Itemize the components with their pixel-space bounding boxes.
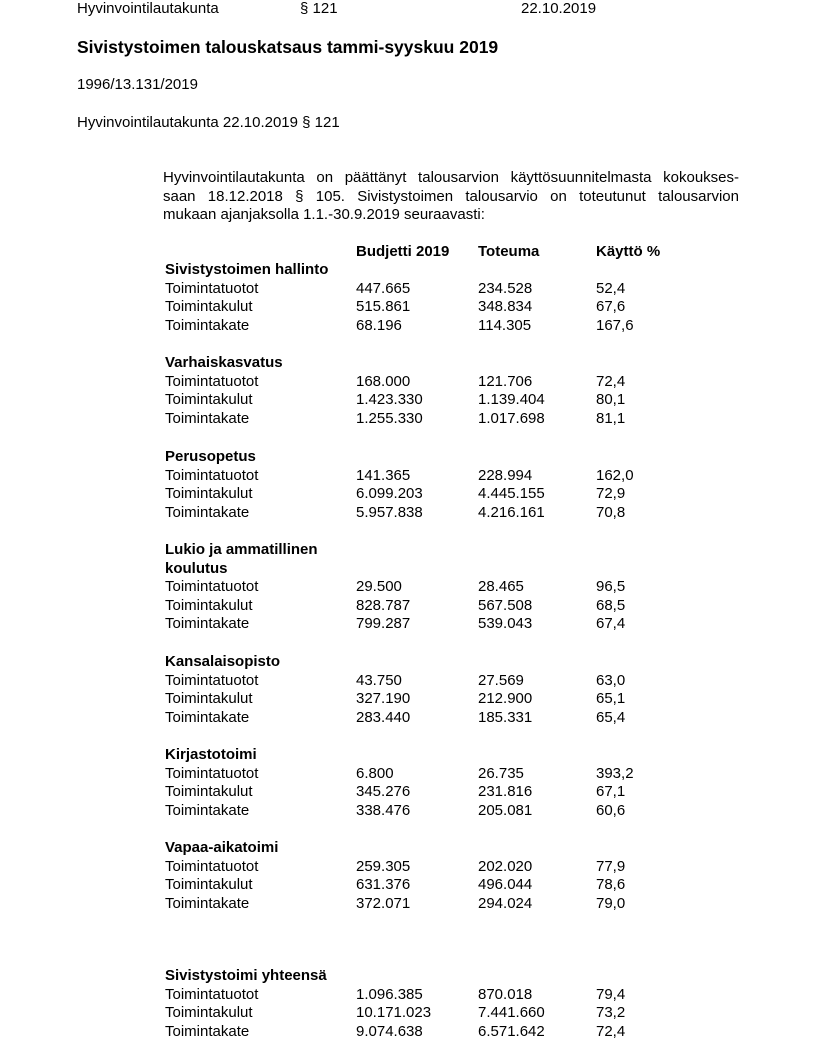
record-id: 1996/13.131/2019 [77,76,198,93]
budget-value: 168.000 [356,372,411,390]
budget-value: 43.750 [356,671,402,689]
budget-value: 283.440 [356,708,411,726]
usage-percent-value: 70,8 [596,503,626,521]
table-row [0,765,816,784]
usage-percent-value: 52,4 [596,279,626,297]
actual-value: 27.569 [478,671,524,689]
budget-value: 29.500 [356,578,402,595]
row-label: Toimintakulut [165,690,253,707]
budget-value: 828.787 [356,596,411,614]
budget-value: 68.196 [356,316,402,334]
budget-value: 447.665 [356,279,411,297]
section-title-line-2: koulutus [165,559,228,577]
budget-value: 327.190 [356,690,411,707]
row-label: Toimintakulut [165,1004,253,1021]
usage-percent-value: 65,1 [596,690,626,707]
actual-value: 4.216.161 [478,503,545,521]
usage-percent-value: 68,5 [596,596,626,614]
table-row [0,1004,816,1023]
table-row [0,373,816,392]
usage-percent-value: 67,1 [596,783,626,800]
header-section: § 121 [300,0,338,17]
table-row [0,317,816,336]
actual-value: 114.305 [478,316,532,334]
table-row [0,410,816,429]
column-header-usage-percent: Käyttö % [596,243,661,260]
table-row [0,858,816,877]
usage-percent-value: 78,6 [596,876,626,893]
budget-value: 1.255.330 [356,409,423,427]
table-row [0,485,816,504]
row-label: Toimintakate [165,708,250,726]
row-label: Toimintakulut [165,391,253,408]
usage-percent-value: 67,4 [596,615,626,632]
actual-value: 294.024 [478,894,533,912]
actual-value: 185.331 [478,708,533,726]
table-row [0,280,816,299]
usage-percent-value: 96,5 [596,578,626,595]
budget-value: 9.074.638 [356,1022,423,1040]
row-label: Toimintatuotot [165,279,259,297]
table-row [0,690,816,709]
row-label: Toimintatuotot [165,985,259,1003]
row-label: Toimintakate [165,409,250,427]
section-title: Varhaiskasvatus [165,354,283,371]
budget-value: 372.071 [356,894,411,912]
usage-percent-value: 72,4 [596,372,626,390]
table-row [0,578,816,597]
table-row [0,783,816,802]
usage-percent-value: 65,4 [596,708,626,726]
row-label: Toimintakulut [165,783,253,800]
actual-value: 121.706 [478,372,533,390]
row-label: Toimintakulut [165,298,253,315]
table-row [0,597,816,616]
column-header-budget: Budjetti 2019 [356,243,450,260]
budget-value: 141.365 [356,466,411,484]
usage-percent-value: 63,0 [596,671,626,689]
intro-line-1: Hyvinvointilautakunta on päättänyt talousarvion käyttösuunnitelmasta kokoukses- [163,169,739,186]
table-row [0,615,816,634]
actual-value: 7.441.660 [478,1004,545,1021]
section-title: Kansalaisopisto [165,653,281,670]
intro-line-3: mukaan ajanjaksolla 1.1.-30.9.2019 seuraavasti: [163,206,485,223]
usage-percent-value: 67,6 [596,298,626,315]
budget-value: 515.861 [356,298,411,315]
section-title: Lukio ja ammatillinen [165,541,318,558]
row-label: Toimintakate [165,316,250,334]
budget-value: 345.276 [356,783,411,800]
budget-value: 1.096.385 [356,985,423,1003]
section-title: Kirjastotoimi [165,746,257,763]
row-label: Toimintakulut [165,485,253,502]
usage-percent-value: 393,2 [596,764,634,782]
section-title: Perusopetus [165,448,256,465]
table-row [0,298,816,317]
row-label: Toimintatuotot [165,466,259,484]
usage-percent-value: 162,0 [596,466,634,484]
row-label: Toimintakulut [165,876,253,893]
actual-value: 231.816 [478,783,533,800]
actual-value: 1.017.698 [478,409,545,427]
budget-value: 799.287 [356,615,411,632]
actual-value: 567.508 [478,596,533,614]
actual-value: 1.139.404 [478,391,545,408]
row-label: Toimintatuotot [165,372,259,390]
actual-value: 228.994 [478,466,533,484]
table-row [0,1023,816,1042]
actual-value: 28.465 [478,578,524,595]
budget-value: 10.171.023 [356,1004,432,1021]
section-title: Vapaa-aikatoimi [165,839,279,856]
actual-value: 870.018 [478,985,533,1003]
intro-line-2: saan 18.12.2018 § 105. Sivistystoimen talousarvio on toteutunut talousarvion [163,187,739,205]
row-label: Toimintatuotot [165,857,259,875]
table-row [0,391,816,410]
table-row [0,467,816,486]
header-date: 22.10.2019 [521,0,597,17]
usage-percent-value: 79,4 [596,985,626,1003]
table-row [0,802,816,821]
document-title: Sivistystoimen talouskatsaus tammi-syyskuu 2019 [77,37,499,57]
actual-value: 26.735 [478,764,524,782]
table-row [0,986,816,1005]
budget-value: 259.305 [356,857,411,875]
usage-percent-value: 60,6 [596,801,626,819]
actual-value: 205.081 [478,801,533,819]
usage-percent-value: 77,9 [596,857,626,875]
row-label: Toimintakate [165,615,250,632]
budget-value: 1.423.330 [356,391,423,408]
row-label: Toimintakate [165,503,250,521]
usage-percent-value: 72,4 [596,1022,626,1040]
section-title: Sivistystoimi yhteensä [165,967,327,984]
table-row [0,876,816,895]
row-label: Toimintakate [165,1022,250,1040]
actual-value: 348.834 [478,298,533,315]
row-label: Toimintakate [165,801,250,819]
actual-value: 4.445.155 [478,485,545,502]
usage-percent-value: 72,9 [596,485,626,502]
usage-percent-value: 79,0 [596,894,626,912]
header-committee: Hyvinvointilautakunta [77,0,219,17]
row-label: Toimintakate [165,894,250,912]
usage-percent-value: 80,1 [596,391,626,408]
budget-value: 6.099.203 [356,485,423,502]
actual-value: 234.528 [478,279,533,297]
usage-percent-value: 81,1 [596,409,626,427]
usage-percent-value: 73,2 [596,1004,626,1021]
actual-value: 6.571.642 [478,1022,545,1040]
row-label: Toimintakulut [165,596,253,614]
row-label: Toimintatuotot [165,578,259,595]
table-row [0,709,816,728]
column-header-actual: Toteuma [478,243,540,260]
budget-value: 6.800 [356,764,394,782]
budget-value: 5.957.838 [356,503,423,521]
actual-value: 202.020 [478,857,533,875]
usage-percent-value: 167,6 [596,316,634,334]
actual-value: 539.043 [478,615,533,632]
actual-value: 212.900 [478,690,533,707]
budget-value: 631.376 [356,876,411,893]
table-row [0,895,816,914]
table-row [0,504,816,523]
table-row [0,672,816,691]
actual-value: 496.044 [478,876,533,893]
section-title: Sivistystoimen hallinto [165,261,329,278]
row-label: Toimintatuotot [165,764,259,782]
row-label: Toimintatuotot [165,671,259,689]
meeting-reference: Hyvinvointilautakunta 22.10.2019 § 121 [77,114,340,131]
budget-value: 338.476 [356,801,411,819]
